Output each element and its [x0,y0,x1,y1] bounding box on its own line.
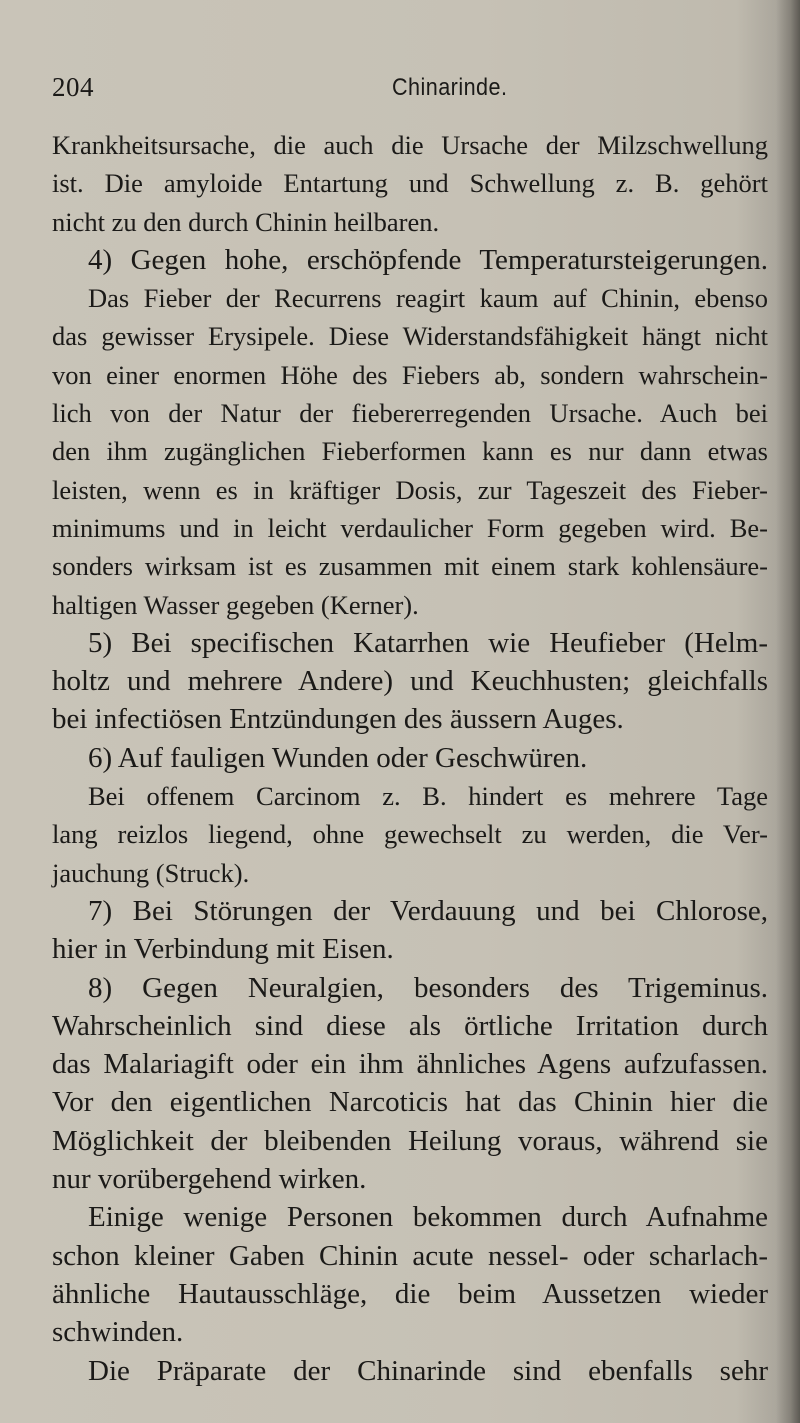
text-line: das gewisser Erysipele. Diese Widerstandsfähigkeit hängt nicht [52,321,768,352]
text-line: nur vorübergehend wirken. [52,1163,367,1196]
running-head: Chinarinde. [392,74,508,101]
text-line: lang reizlos liegend, ohne gewechselt zu werden, die Ver- [52,819,768,850]
text-line: ist. Die amyloide Entartung und Schwellung z. B. gehört [52,168,768,199]
text-line: ähnliche Hautausschläge, die beim Aussetzen wieder [52,1277,768,1310]
text-line: 6) Auf fauligen Wunden oder Geschwüren. [88,741,588,774]
text-line: Krankheitsursache, die auch die Ursache der Milzschwellung [52,130,768,160]
page-edge-shadow [776,0,800,1423]
text-line: Einige wenige Personen bekommen durch Aufnahme [88,1201,768,1234]
text-line: Möglichkeit der bleibenden Heilung voraus, während sie [52,1124,768,1157]
text-line: 5) Bei specifischen Katarrhen wie Heufieber (Helm- [88,626,768,659]
text-line: holtz und mehrere Andere) und Keuchhusten; gleichfalls [52,665,768,698]
text-line: nicht zu den durch Chinin heilbaren. [52,206,440,237]
text-line: minimums und in leicht verdaulicher Form gegeben wird. Be- [52,512,768,543]
text-line: Wahrscheinlich sind diese als örtliche Irritation durch [52,1009,768,1042]
text-line: 7) Bei Störungen der Verdauung und bei Chlorose, [88,894,768,927]
text-line: jauchung (Struck). [52,857,250,888]
text-line: Die Präparate der Chinarinde sind ebenfalls sehr [88,1354,768,1387]
text-line: von einer enormen Höhe des Fiebers ab, sondern wahrschein- [52,359,768,390]
page-header [52,72,752,112]
text-line: leisten, wenn es in kräftiger Dosis, zur Tageszeit des Fieber- [52,474,768,505]
text-line: 8) Gegen Neuralgien, besonders des Trigeminus. [88,971,768,1004]
text-line: bei infectiösen Entzündungen des äussern Auges. [52,703,624,736]
text-line: sonders wirksam ist es zusammen mit einem stark kohlensäure- [52,551,768,582]
body-text [52,126,768,1390]
text-line: Das Fieber der Recurrens reagirt kaum auf Chinin, ebenso [88,283,768,314]
text-line: lich von der Natur der fiebererregenden Ursache. Auch bei [52,398,768,429]
page-number: 204 [52,72,94,102]
text-line: Vor den eigentlichen Narcoticis hat das Chinin hier die [52,1086,768,1119]
text-line: schon kleiner Gaben Chinin acute nessel- oder scharlach- [52,1239,768,1272]
text-line: den ihm zugänglichen Fieberformen kann es nur dann etwas [52,436,768,467]
text-line: haltigen Wasser gegeben (Kerner). [52,589,419,620]
text-line: das Malariagift oder ein ihm ähnliches Agens aufzufassen. [52,1048,768,1081]
text-line: 4) Gegen hohe, erschöpfende Temperatursteigerungen. [88,243,768,276]
text-line: hier in Verbindung mit Eisen. [52,933,394,966]
text-line: Bei offenem Carcinom z. B. hindert es mehrere Tage [88,781,768,812]
text-line: schwinden. [52,1316,184,1349]
